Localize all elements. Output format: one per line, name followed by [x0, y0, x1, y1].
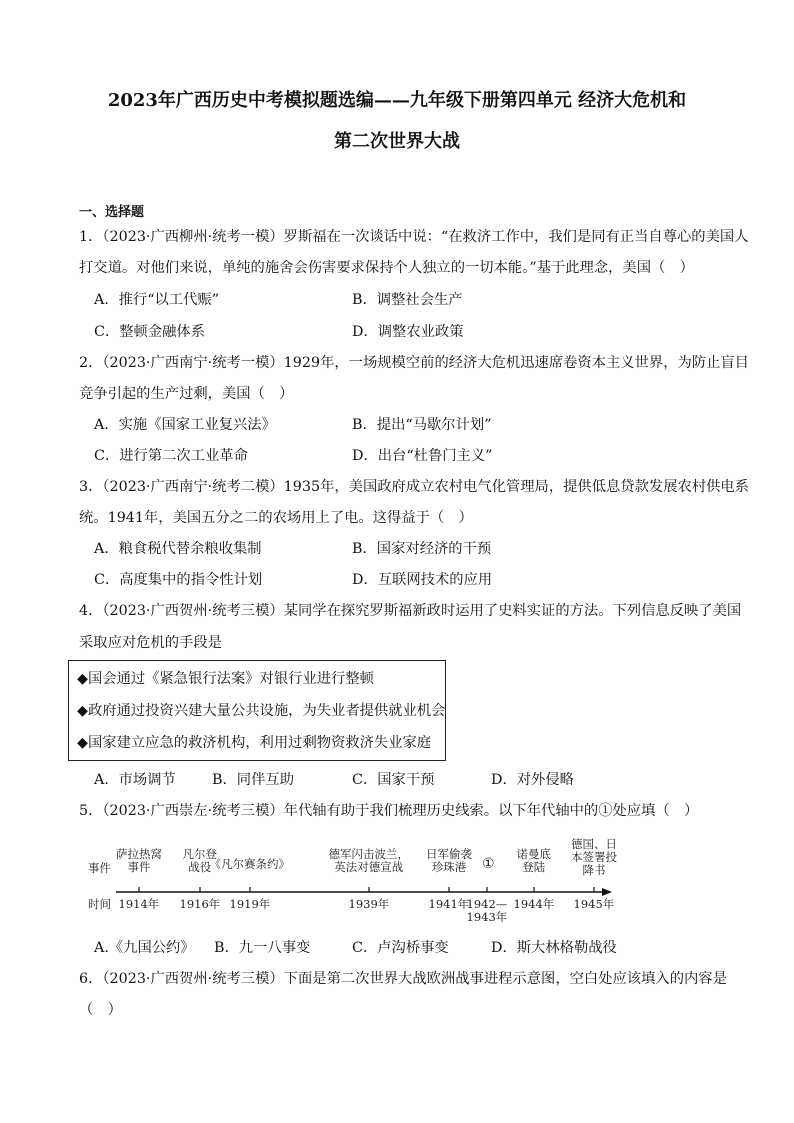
q1-stem-line-1: 1．（2023·广西柳州·统考一模）罗斯福在一次谈话中说：“在救济工作中，我们是同有正当自尊心的美国人: [79, 229, 749, 245]
q3-option-c[interactable]: C．高度集中的指令性计划: [94, 572, 263, 588]
timeline-event-label: ①: [482, 856, 495, 872]
timeline-year-label: 1942— 1943年: [466, 897, 508, 924]
q3-option-b[interactable]: B．国家对经济的干预: [352, 541, 492, 557]
q1-option-d[interactable]: D．调整农业政策: [352, 324, 464, 340]
timeline-row-time-label: 时间: [88, 897, 111, 911]
q5-option-b[interactable]: B．九一八事变: [214, 940, 311, 956]
section-heading: 一、选择题: [79, 205, 145, 220]
q1-option-c[interactable]: C．整顿金融体系: [94, 324, 206, 340]
q4-stem-line-2: 采取应对危机的手段是: [79, 635, 222, 651]
q4-option-a[interactable]: A．市场调节: [94, 772, 176, 788]
q4-source-box: [68, 660, 446, 761]
q5-timeline: [86, 838, 616, 938]
q5-option-d[interactable]: D．斯大林格勒战役: [491, 940, 617, 956]
q2-option-d[interactable]: D．出台“杜鲁门主义”: [352, 448, 493, 464]
q3-option-d[interactable]: D．互联网技术的应用: [352, 572, 493, 588]
q3-option-a[interactable]: A．粮食税代替余粮收集制: [94, 541, 262, 557]
timeline-year-label: 1941年: [428, 897, 470, 911]
timeline-year-label: 1945年: [573, 897, 615, 911]
timeline-event-label: 萨拉热窝 事件: [116, 847, 162, 874]
page-title-line-1: 2023年广西历史中考模拟题选编——九年级下册第四单元 经济大危机和: [107, 90, 687, 111]
q4-source-item: ◆国会通过《紧急银行法案》对银行业进行整顿: [77, 671, 374, 687]
q1-option-b[interactable]: B．调整社会生产: [352, 292, 463, 308]
q6-stem-line-1: 6．（2023·广西贺州·统考三模）下面是第二次世界大战欧洲战事进程示意图，空白处应该填入的内容是: [79, 971, 727, 987]
q2-option-b[interactable]: B．提出“马歇尔计划”: [352, 417, 492, 433]
q4-source-item: ◆政府通过投资兴建大量公共设施，为失业者提供就业机会: [77, 703, 446, 719]
q1-option-a[interactable]: A．推行“以工代赈”: [94, 292, 220, 308]
q3-stem-line-2: 统。1941年，美国五分之二的农场用上了电。这得益于（ ）: [79, 510, 473, 526]
q4-option-b[interactable]: B．同伴互助: [212, 772, 294, 788]
timeline-year-label: 1914年: [118, 897, 160, 911]
timeline-event-label: 《凡尔赛条约》: [209, 857, 290, 871]
q4-stem-line-1: 4．（2023·广西贺州·统考三模）某同学在探究罗斯福新政时运用了史料实证的方法。下列信息反映了美国: [79, 603, 742, 619]
timeline-year-label: 1916年: [179, 897, 221, 911]
timeline-event-label: 德军闪击波兰， 英法对德宣战: [328, 847, 409, 874]
timeline-year-label: 1919年: [229, 897, 271, 911]
q2-option-c[interactable]: C．进行第二次工业革命: [94, 448, 248, 464]
q2-stem-line-1: 2．（2023·广西南宁·统考一模）1929年，一场规模空前的经济大危机迅速席卷资本主义世界，为防止盲目: [79, 355, 749, 371]
q1-stem-line-2: 打交道。对他们来说，单纯的施舍会伤害要求保持个人独立的一切本能。”基于此理念，美国（ ）: [79, 260, 694, 276]
q2-stem-line-2: 竞争引起的生产过剩，美国（ ）: [79, 386, 294, 402]
timeline-event-label: 凡尔登 战役: [182, 847, 217, 874]
timeline-row-event-label: 事件: [88, 861, 111, 875]
q4-option-c[interactable]: C．国家干预: [352, 772, 435, 788]
q5-stem-line-1: 5．（2023·广西崇左·统考三模）年代轴有助于我们梳理历史线索。以下年代轴中的①处应填（ ）: [79, 803, 699, 819]
timeline-event-label: 日军偷袭 珍珠港: [426, 847, 472, 874]
q2-option-a[interactable]: A．实施《国家工业复兴法》: [94, 417, 276, 433]
timeline-year-label: 1944年: [513, 897, 555, 911]
q5-option-c[interactable]: C．卢沟桥事变: [352, 940, 449, 956]
q3-stem-line-1: 3．（2023·广西南宁·统考二模）1935年，美国政府成立农村电气化管理局，提供低息贷款发展农村供电系: [79, 479, 749, 495]
timeline-year-label: 1939年: [348, 897, 390, 911]
q4-option-d[interactable]: D．对外侵略: [491, 772, 574, 788]
timeline-event-label: 德国、日 本签署投 降书: [571, 837, 617, 877]
q6-stem-line-2: （ ）: [79, 1002, 122, 1018]
page-title-line-2: 第二次世界大战: [334, 131, 460, 152]
timeline-event-label: 诺曼底 登陆: [516, 847, 551, 874]
q4-source-item: ◆国家建立应急的救济机构，利用过剩物资救济失业家庭: [77, 735, 432, 751]
q5-option-a[interactable]: A.《九国公约》: [94, 940, 195, 956]
